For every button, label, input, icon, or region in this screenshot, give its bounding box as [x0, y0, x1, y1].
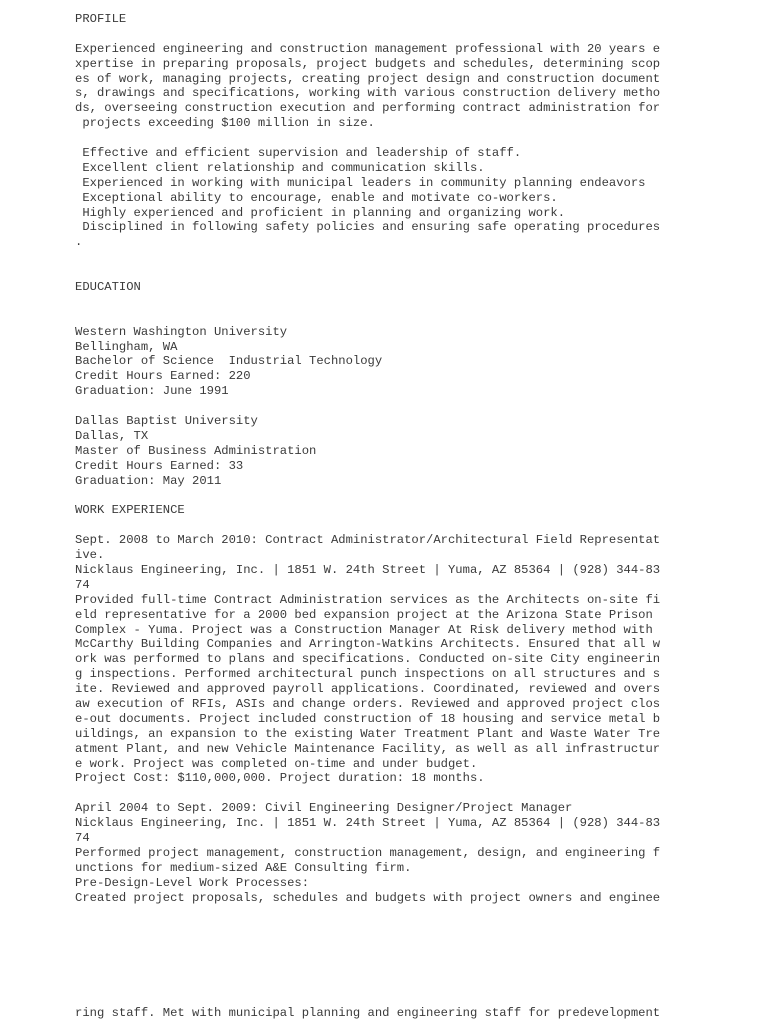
text-line: 74	[75, 830, 90, 845]
blank-line	[75, 265, 735, 280]
text-line: Sept. 2008 to March 2010: Contract Administrator/Architectural Field Representat	[75, 533, 661, 548]
text-line: McCarthy Building Companies and Arrington-Watkins Architects. Ensured that all w	[75, 637, 661, 652]
text-line: xpertise in preparing proposals, project budgets and schedules, determining scop	[75, 56, 661, 71]
text-line: Bachelor of Science Industrial Technology	[75, 354, 383, 369]
text-line: Western Washington University	[75, 324, 288, 339]
blank-line	[75, 518, 735, 533]
text-line: Project Cost: $110,000,000. Project duration: 18 months.	[75, 771, 485, 786]
text-line: Nicklaus Engineering, Inc. | 1851 W. 24th Street | Yuma, AZ 85364 | (928) 344-83	[75, 562, 661, 577]
text-line: Provided full-time Contract Administration services as the Architects on-site fi	[75, 592, 661, 607]
text-line: eld representative for a 2000 bed expansion project at the Arizona State Prison	[75, 607, 653, 622]
text-line: WORK EXPERIENCE	[75, 503, 185, 518]
text-line: Created project proposals, schedules and budgets with project owners and enginee	[75, 890, 661, 905]
text-line: .	[75, 235, 83, 250]
blank-line	[75, 131, 735, 146]
text-line: Performed project management, construction management, design, and engineering f	[75, 845, 661, 860]
text-line: Experienced in working with municipal leaders in community planning endeavors	[75, 175, 646, 190]
text-line: Experienced engineering and construction management professional with 20 years e	[75, 41, 661, 56]
text-line: e-out documents. Project included construction of 18 housing and service metal b	[75, 711, 661, 726]
text-line: Master of Business Administration	[75, 443, 317, 458]
text-line: ds, overseeing construction execution and performing contract administration for	[75, 101, 661, 116]
text-line: ork was performed to plans and specifications. Conducted on-site City engineerin	[75, 652, 661, 667]
resume-document	[75, 12, 735, 905]
blank-line	[75, 489, 735, 504]
blank-line	[75, 399, 735, 414]
text-line: PROFILE	[75, 12, 127, 26]
text-line: Graduation: June 1991	[75, 384, 229, 399]
text-line: EDUCATION	[75, 280, 141, 295]
blank-line	[75, 250, 735, 265]
text-line: April 2004 to Sept. 2009: Civil Engineering Designer/Project Manager	[75, 801, 573, 816]
text-line: Dallas, TX	[75, 428, 149, 443]
text-line: ive.	[75, 548, 105, 563]
text-line: Dallas Baptist University	[75, 414, 258, 429]
text-line: uildings, an expansion to the existing Water Treatment Plant and Waste Water Tre	[75, 726, 661, 741]
text-line: 74	[75, 577, 90, 592]
blank-line	[75, 295, 735, 310]
text-line: Bellingham, WA	[75, 339, 178, 354]
text-line: g inspections. Performed architectural punch inspections on all structures and s	[75, 667, 661, 682]
text-line: es of work, managing projects, creating project design and construction document	[75, 71, 661, 86]
text-line: unctions for medium-sized A&E Consulting firm.	[75, 860, 412, 875]
blank-line	[75, 310, 735, 325]
text-line: Graduation: May 2011	[75, 473, 222, 488]
text-line: atment Plant, and new Vehicle Maintenance Facility, as well as all infrastructur	[75, 741, 661, 756]
text-line: Exceptional ability to encourage, enable and motivate co-workers.	[75, 190, 558, 205]
text-line: Credit Hours Earned: 220	[75, 369, 251, 384]
blank-line	[75, 27, 735, 42]
text-line: Pre-Design-Level Work Processes:	[75, 875, 310, 890]
text-line: aw execution of RFIs, ASIs and change orders. Reviewed and approved project clos	[75, 696, 661, 711]
text-line: projects exceeding $100 million in size.	[75, 116, 375, 131]
text-line: Highly experienced and proficient in planning and organizing work.	[75, 205, 566, 220]
text-line: Nicklaus Engineering, Inc. | 1851 W. 24th Street | Yuma, AZ 85364 | (928) 344-83	[75, 816, 661, 831]
text-line: s, drawings and specifications, working with various construction delivery metho	[75, 86, 661, 101]
text-line: Excellent client relationship and communication skills.	[75, 160, 485, 175]
page-continuation-line: ring staff. Met with municipal planning and engineering staff for predevelopment	[75, 1006, 661, 1020]
blank-line	[75, 786, 735, 801]
text-line: e work. Project was completed on-time and under budget.	[75, 756, 478, 771]
text-line: ite. Reviewed and approved payroll applications. Coordinated, reviewed and overs	[75, 682, 661, 697]
text-line: Credit Hours Earned: 33	[75, 458, 244, 473]
text-line: Disciplined in following safety policies and ensuring safe operating procedures	[75, 220, 661, 235]
text-line: Complex - Yuma. Project was a Construction Manager At Risk delivery method with	[75, 622, 653, 637]
text-line: Effective and efficient supervision and leadership of staff.	[75, 146, 522, 161]
